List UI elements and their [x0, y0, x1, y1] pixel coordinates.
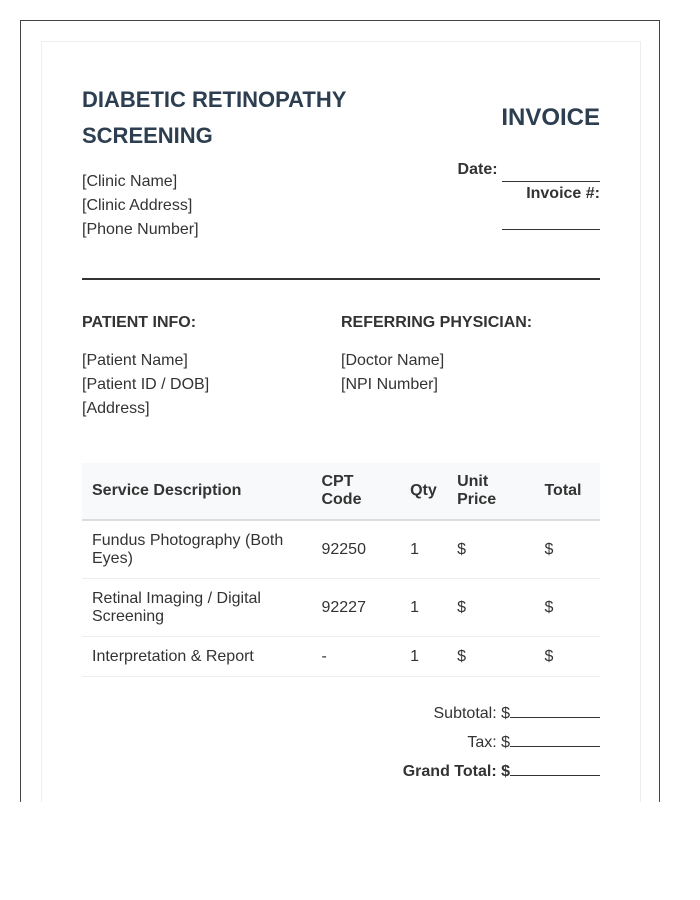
totals-section — [82, 699, 600, 786]
service-description: Fundus Photography (Both Eyes) — [82, 520, 311, 579]
header-cpt-code: CPT Code — [311, 463, 400, 520]
referring-physician — [341, 313, 600, 397]
service-description: Interpretation & Report — [82, 637, 311, 677]
qty: 1 — [400, 637, 447, 677]
clinic-phone: [Phone Number] — [82, 221, 199, 238]
invoice-number-blank-row — [458, 206, 600, 230]
qty: 1 — [400, 520, 447, 579]
patient-id-dob: [Patient ID / DOB] — [82, 376, 210, 393]
clinic-info — [82, 170, 199, 242]
cpt-code: 92250 — [311, 520, 400, 579]
doctor-name: [Doctor Name] — [341, 352, 445, 369]
header-qty: Qty — [400, 463, 447, 520]
clinic-address: [Clinic Address] — [82, 197, 193, 214]
header-service-description: Service Description — [82, 463, 311, 520]
table-row — [82, 520, 600, 579]
invoice-number-blank — [502, 213, 600, 230]
unit-price: $ — [447, 520, 534, 579]
tax-label: Tax: $ — [467, 734, 510, 751]
patient-heading: PATIENT INFO: — [82, 314, 197, 331]
invoice-number-row — [458, 182, 600, 206]
invoice-number-label: Invoice #: — [526, 185, 600, 202]
table-row — [82, 579, 600, 637]
services-table — [82, 463, 600, 677]
cpt-code: 92227 — [311, 579, 400, 637]
row-total: $ — [534, 520, 600, 579]
row-total: $ — [534, 637, 600, 677]
invoice-content — [82, 82, 600, 786]
unit-price: $ — [447, 637, 534, 677]
npi-number: [NPI Number] — [341, 376, 438, 393]
date-blank — [502, 165, 600, 182]
service-description: Retinal Imaging / Digital Screening — [82, 579, 311, 637]
qty: 1 — [400, 579, 447, 637]
row-total: $ — [534, 579, 600, 637]
date-label: Date: — [457, 161, 498, 178]
document-title: DIABETIC RETINOPATHY SCREENING — [82, 87, 347, 148]
clinic-name: [Clinic Name] — [82, 173, 178, 190]
tax-row — [82, 728, 600, 757]
grand-total-row — [82, 757, 600, 786]
date-row — [458, 158, 600, 182]
subtotal-row — [82, 699, 600, 728]
physician-heading: REFERRING PHYSICIAN: — [341, 314, 533, 331]
header-total: Total — [534, 463, 600, 520]
patient-address: [Address] — [82, 400, 150, 417]
cpt-code: - — [311, 637, 400, 677]
parties-section — [82, 313, 600, 453]
patient-name: [Patient Name] — [82, 352, 188, 369]
header-unit-price: Unit Price — [447, 463, 534, 520]
subtotal-blank — [510, 700, 600, 718]
subtotal-label: Subtotal: $ — [433, 705, 510, 722]
table-header-row — [82, 463, 600, 520]
invoice-title: INVOICE — [501, 104, 600, 131]
table-row — [82, 637, 600, 677]
grand-total-label: Grand Total: $ — [402, 763, 510, 780]
grand-total-blank — [510, 758, 600, 776]
invoice-meta — [458, 158, 600, 230]
tax-blank — [510, 729, 600, 747]
unit-price: $ — [447, 579, 534, 637]
invoice-header — [82, 82, 600, 280]
patient-info — [82, 313, 341, 421]
